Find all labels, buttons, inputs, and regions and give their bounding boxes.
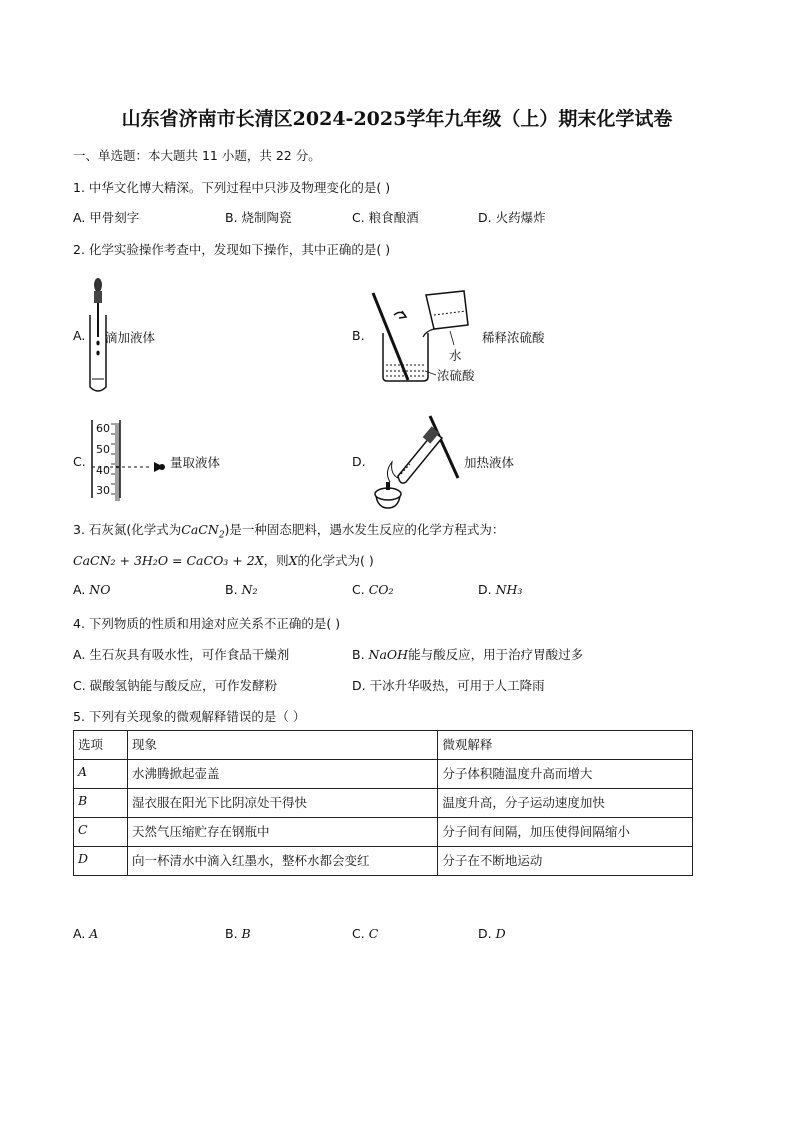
table-cell-option: D bbox=[74, 847, 128, 876]
q3-option-d: D. NH₃ bbox=[478, 582, 523, 597]
q2-option-a-caption: 滴加液体 bbox=[105, 330, 156, 345]
question-5-stem: 5. 下列有关现象的微观解释错误的是（ ） bbox=[73, 709, 306, 724]
q2-option-b-acid-label: 浓硫酸 bbox=[437, 368, 475, 383]
q1-option-d: D. 火药爆炸 bbox=[478, 210, 546, 225]
q3-equation-tail-a: ，则 bbox=[263, 553, 289, 568]
q1-option-b: B. 烧制陶瓷 bbox=[225, 210, 292, 225]
q2-option-a-letter: A. bbox=[73, 328, 86, 343]
q5-option-b: B. B bbox=[225, 926, 251, 941]
q4-option-a: A. 生石灰具有吸水性，可作食品干燥剂 bbox=[73, 647, 290, 662]
table-cell-phenomenon: 天然气压缩贮存在钢瓶中 bbox=[127, 818, 437, 847]
q2-option-c-caption: 量取液体 bbox=[170, 455, 221, 470]
table-header-row bbox=[74, 731, 693, 760]
table-row bbox=[74, 818, 693, 847]
q2-option-b-letter: B. bbox=[352, 328, 365, 343]
table-row bbox=[74, 789, 693, 818]
q3-stem-formula: CaCN bbox=[181, 522, 219, 537]
q2-option-c-letter: C. bbox=[73, 454, 86, 469]
table-cell-explanation: 分子体积随温度升高而增大 bbox=[438, 760, 693, 789]
question-3-stem bbox=[73, 520, 504, 541]
q5-option-d: D. D bbox=[478, 926, 506, 941]
q3-stem-formula-sub: 2 bbox=[218, 530, 225, 541]
table-cell-explanation: 温度升高，分子运动速度加快 bbox=[438, 789, 693, 818]
q2-option-b-caption: 稀释浓硫酸 bbox=[482, 330, 545, 345]
question-1-stem: 1. 中华文化博大精深。下列过程中只涉及物理变化的是( ) bbox=[73, 180, 391, 195]
q5-option-a: A. A bbox=[73, 926, 99, 941]
q2-option-d-caption: 加热液体 bbox=[464, 455, 515, 470]
q2-option-b-water-label: 水 bbox=[449, 348, 462, 363]
cylinder-tick-40: 40 bbox=[96, 464, 110, 477]
table-cell-explanation: 分子在不断地运动 bbox=[438, 847, 693, 876]
q3-option-c: C. CO₂ bbox=[352, 582, 394, 597]
q5-option-c: C. C bbox=[352, 926, 379, 941]
q1-option-c: C. 粮食酿酒 bbox=[352, 210, 419, 225]
table-cell-phenomenon: 水沸腾掀起壶盖 bbox=[127, 760, 437, 789]
q3-stem-prefix: 3. 石灰氮(化学式为 bbox=[73, 522, 182, 537]
question-3-equation bbox=[73, 551, 374, 569]
table-cell-option: B bbox=[74, 789, 128, 818]
table-cell-phenomenon: 湿衣服在阳光下比阴凉处干得快 bbox=[127, 789, 437, 818]
table-header-cell: 现象 bbox=[127, 731, 437, 760]
cylinder-tick-30: 30 bbox=[96, 484, 110, 497]
table-cell-option: C bbox=[74, 818, 128, 847]
q2-option-d-letter: D. bbox=[352, 454, 366, 469]
q4-option-c: C. 碳酸氢钠能与酸反应，可作发酵粉 bbox=[73, 678, 278, 693]
table-row bbox=[74, 760, 693, 789]
q3-option-b: B. N₂ bbox=[225, 582, 258, 597]
question-4-stem: 4. 下列物质的性质和用途对应关系不正确的是( ) bbox=[73, 616, 341, 631]
table-cell-option: A bbox=[74, 760, 128, 789]
question-2-stem: 2. 化学实验操作考查中，发现如下操作，其中正确的是( ) bbox=[73, 242, 391, 257]
heating-test-tube-figure bbox=[368, 412, 468, 510]
q3-equation-x: X bbox=[288, 553, 298, 568]
q1-option-a: A. 甲骨刻字 bbox=[73, 210, 140, 225]
q3-option-a: A. NO bbox=[73, 582, 111, 597]
q4-option-d: D. 干冰升华吸热，可用于人工降雨 bbox=[352, 678, 545, 693]
table-cell-phenomenon: 向一杯清水中滴入红墨水，整杯水都会变红 bbox=[127, 847, 437, 876]
q3-equation-tail-b: 的化学式为( ) bbox=[297, 553, 374, 568]
table-header-cell: 微观解释 bbox=[438, 731, 693, 760]
table-cell-explanation: 分子间有间隔，加压使得间隔缩小 bbox=[438, 818, 693, 847]
cylinder-tick-50: 50 bbox=[96, 443, 110, 456]
q5-table bbox=[73, 730, 693, 876]
cylinder-tick-60: 60 bbox=[96, 422, 110, 435]
q3-stem-suffix: )是一种固态肥料，遇水发生反应的化学方程式为： bbox=[224, 522, 505, 537]
page-title: 山东省济南市长清区2024-2025学年九年级（上）期末化学试卷 bbox=[121, 108, 673, 130]
q3-equation: CaCN₂ + 3H₂O = CaCO₃ + 2X bbox=[73, 553, 264, 568]
table-header-cell: 选项 bbox=[74, 731, 128, 760]
table-row bbox=[74, 847, 693, 876]
section-heading: 一、单选题：本大题共 11 小题，共 22 分。 bbox=[73, 148, 321, 163]
q4-option-b: B. NaOH能与酸反应，用于治疗胃酸过多 bbox=[352, 647, 584, 662]
